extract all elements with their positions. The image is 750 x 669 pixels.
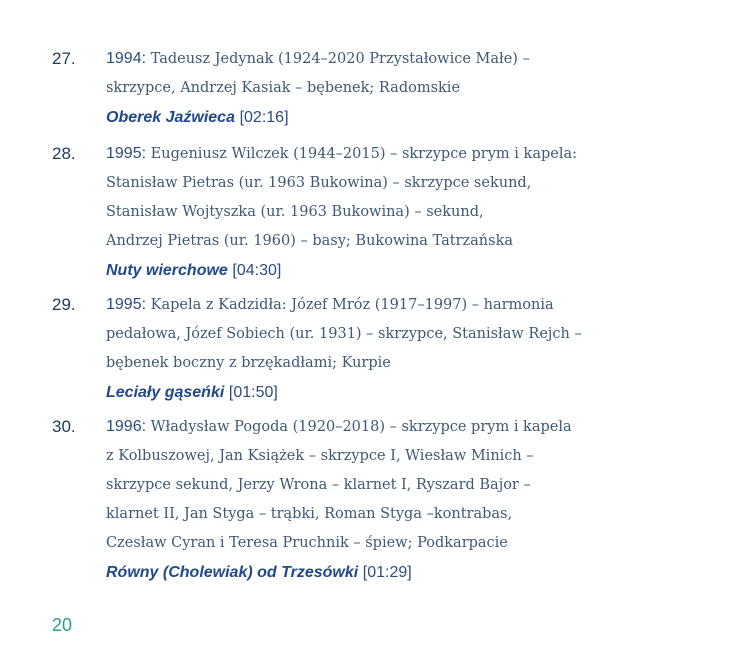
track-description: [106, 44, 666, 133]
track-duration: [01:50]: [228, 384, 278, 401]
track-title: Leciały gąseńki: [106, 384, 225, 401]
track-description: [106, 412, 666, 588]
page-number: 20: [52, 615, 73, 635]
track-line: Stanisław Wojtyszka (ur. 1963 Bukowina) – sekund,: [106, 204, 484, 220]
track-line-text: Eugeniusz Wilczek (1944–2015) – skrzypce prym i kapela:: [150, 146, 577, 162]
track-line: Stanisław Pietras (ur. 1963 Bukowina) – skrzypce sekund,: [106, 175, 532, 191]
track-line: [106, 290, 666, 320]
track-number: 29.: [52, 295, 76, 314]
track-number: 28.: [52, 144, 76, 163]
track-description: [106, 139, 666, 286]
track-title-line: [106, 558, 666, 588]
track-title: Oberek Jaźwieca: [106, 109, 235, 126]
track-line: skrzypce, Andrzej Kasiak – bębenek; Radomskie: [106, 80, 461, 96]
track-line: [106, 412, 666, 442]
track-line: bębenek boczny z brzękadłami; Kurpie: [106, 355, 391, 371]
track-line: pedałowa, Józef Sobiech (ur. 1931) – skrzypce, Stanisław Rejch –: [106, 326, 582, 342]
track-line: skrzypce sekund, Jerzy Wrona – klarnet I, Ryszard Bajor –: [106, 477, 531, 493]
track-year: 1994:: [106, 50, 147, 67]
track-line-text: Władysław Pogoda (1920–2018) – skrzypce prym i kapela: [150, 419, 572, 435]
track-title: Nuty wierchowe: [106, 262, 228, 279]
track-title-line: [106, 103, 666, 133]
track-year: 1996:: [106, 418, 147, 435]
track-line: z Kolbuszowej, Jan Książek – skrzypce I, Wiesław Minich –: [106, 448, 534, 464]
track-line-text: Kapela z Kadzidła: Józef Mróz (1917–1997) – harmonia: [150, 297, 554, 313]
track-number: 27.: [52, 49, 76, 68]
track-line: [106, 139, 666, 169]
track-line: Andrzej Pietras (ur. 1960) – basy; Bukowina Tatrzańska: [106, 233, 514, 249]
track-year: 1995:: [106, 145, 147, 162]
track-line: Czesław Cyran i Teresa Pruchnik – śpiew; Podkarpacie: [106, 535, 508, 551]
track-title-line: [106, 256, 666, 286]
track-duration: [04:30]: [232, 262, 282, 279]
track-line: [106, 44, 666, 74]
track-title: Równy (Cholewiak) od Trzesówki: [106, 564, 359, 581]
track-title-line: [106, 378, 666, 408]
track-duration: [01:29]: [362, 564, 412, 581]
track-number: 30.: [52, 417, 76, 436]
track-line: klarnet II, Jan Styga – trąbki, Roman Styga –kontrabas,: [106, 506, 513, 522]
track-line-text: Tadeusz Jedynak (1924–2020 Przystałowice Małe) –: [150, 51, 530, 67]
track-duration: [02:16]: [239, 109, 289, 126]
track-description: [106, 290, 666, 408]
track-year: 1995:: [106, 296, 147, 313]
